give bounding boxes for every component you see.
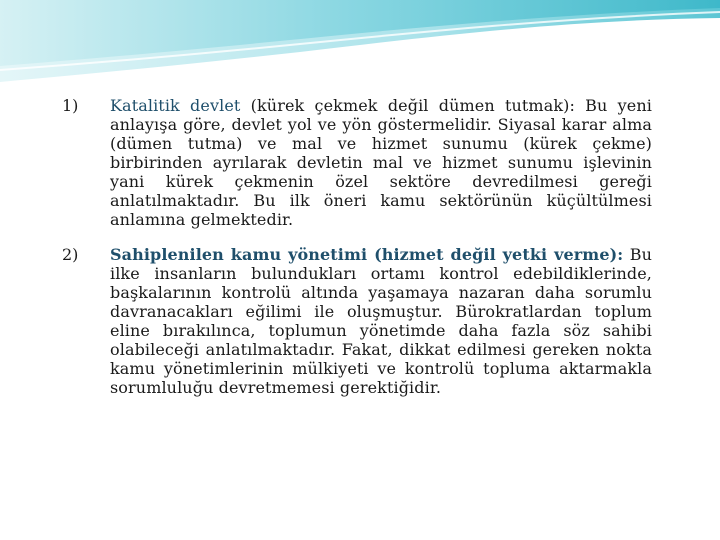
item-heading: Katalitik devlet	[110, 96, 241, 115]
item-paragraph	[110, 96, 652, 229]
header-wave-decoration	[0, 0, 720, 100]
list-item	[62, 96, 652, 229]
wave-front	[0, 0, 720, 66]
item-paragraph	[110, 245, 652, 397]
item-number: 2)	[62, 245, 79, 264]
item-body: Bu ilke insanların bulundukları ortamı kontrol edebildiklerinde, başkalarının kontrolü altında yaşamaya nazaran daha sorumlu davranacakları eğilimi ile oluşmuştur. Bürokratlardan toplum eline bırakılınca, toplumun yönetimde daha fazla söz sahibi olabileceği anlatılmaktadır. Fakat, dikkat edilmesi gereken nokta kamu yönetimlerinin mülkiyeti ve kontrolü topluma aktarmakla sorumluluğu devretmemesi gerektiğidir.	[110, 245, 652, 397]
item-number: 1)	[62, 96, 79, 115]
item-heading: Sahiplenilen kamu yönetimi (hizmet değil yetki verme):	[110, 245, 624, 264]
list-item	[62, 245, 652, 397]
item-body: (kürek çekmek değil dümen tutmak): Bu yeni anlayışa göre, devlet yol ve yön göstermelidir. Siyasal karar alma (dümen tutma) ve mal ve hizmet sunumu (kürek çekme) birbirinden ayrılarak devletin mal ve hizmet sunumu işlevinin yani kürek çekmenin özel sektöre devredilmesi gereği anlatılmaktadır. Bu ilk öneri kamu sektörünün küçültülmesi anlamına gelmektedir.	[110, 96, 653, 229]
numbered-list	[62, 96, 652, 413]
